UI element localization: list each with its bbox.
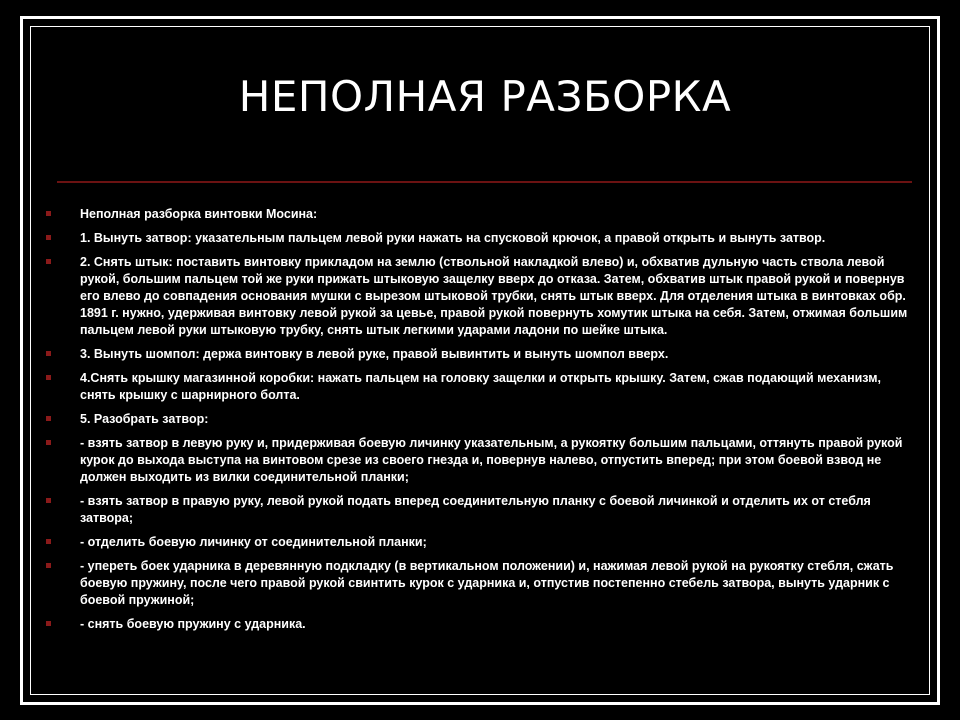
square-bullet-icon xyxy=(46,498,51,503)
bullet-text: - взять затвор в левую руку и, придерживая боевую личинку указательным, а рукоятку большим пальцами, оттянуть правой рукой курок до выхода выступа на винтовом срезе из своего гнезда и, повернув налево, отпустить вперед; при этом боевой взвод не должен выходить из вилки соединительной планки; xyxy=(80,436,903,484)
square-bullet-icon xyxy=(46,440,51,445)
list-item xyxy=(46,616,916,633)
list-item xyxy=(46,346,916,363)
square-bullet-icon xyxy=(46,235,51,240)
list-item xyxy=(46,493,916,527)
square-bullet-icon xyxy=(46,416,51,421)
bullet-text: 5. Разобрать затвор: xyxy=(80,412,209,426)
bullet-text: 3. Вынуть шомпол: держа винтовку в левой руке, правой вывинтить и вынуть шомпол вверх. xyxy=(80,347,669,361)
list-item xyxy=(46,435,916,486)
bullet-list xyxy=(46,206,916,640)
bullet-text: 4.Снять крышку магазинной коробки: нажать пальцем на головку защелки и открыть крышку. Затем, сжав подающий механизм, снять крышку с шарнирного болта. xyxy=(80,371,881,402)
square-bullet-icon xyxy=(46,621,51,626)
square-bullet-icon xyxy=(46,259,51,264)
list-item xyxy=(46,370,916,404)
bullet-text: - отделить боевую личинку от соединительной планки; xyxy=(80,535,427,549)
square-bullet-icon xyxy=(46,375,51,380)
title-divider xyxy=(57,181,912,183)
list-item xyxy=(46,206,916,223)
bullet-text: - упереть боек ударника в деревянную подкладку (в вертикальном положении) и, нажимая левой рукой на рукоятку стебля, сжать боевую пружину, после чего правой рукой свинтить курок с ударника и, отпустив постепенно стебель затвора, вынуть ударник с боевой пружиной; xyxy=(80,559,894,607)
square-bullet-icon xyxy=(46,563,51,568)
list-item xyxy=(46,254,916,339)
list-item xyxy=(46,558,916,609)
list-item xyxy=(46,230,916,247)
bullet-text: 2. Снять штык: поставить винтовку прикладом на землю (ствольной накладкой влево) и, обхватив дульную часть ствола левой рукой, большим пальцем той же руки прижать штыковую защелку вверх до отказа. Затем, обхватив штык правой рукой и повернув его влево до совпадения основания мушки с вырезом штыковой трубки, снять штык вверх. Для отделения штыка в винтовках обр. 1891 г. нужно, удерживая винтовку левой рукой за цевье, правой рукой повернуть хомутик штыка на себя. Затем, отжимая большим пальцем левой руки штыковую трубку, снять штык легкими ударами ладони по шейке штыка. xyxy=(80,255,908,337)
slide-title: НЕПОЛНАЯ РАЗБОРКА xyxy=(238,72,732,121)
list-item xyxy=(46,411,916,428)
bullet-text: - снять боевую пружину с ударника. xyxy=(80,617,306,631)
bullet-text: 1. Вынуть затвор: указательным пальцем левой руки нажать на спусковой крючок, а правой открыть и вынуть затвор. xyxy=(80,231,826,245)
list-item xyxy=(46,534,916,551)
square-bullet-icon xyxy=(46,351,51,356)
bullet-text: Неполная разборка винтовки Мосина: xyxy=(80,207,318,221)
square-bullet-icon xyxy=(46,539,51,544)
bullet-text: - взять затвор в правую руку, левой рукой подать вперед соединительную планку с боевой личинкой и отделить их от стебля затвора; xyxy=(80,494,871,525)
square-bullet-icon xyxy=(46,211,51,216)
